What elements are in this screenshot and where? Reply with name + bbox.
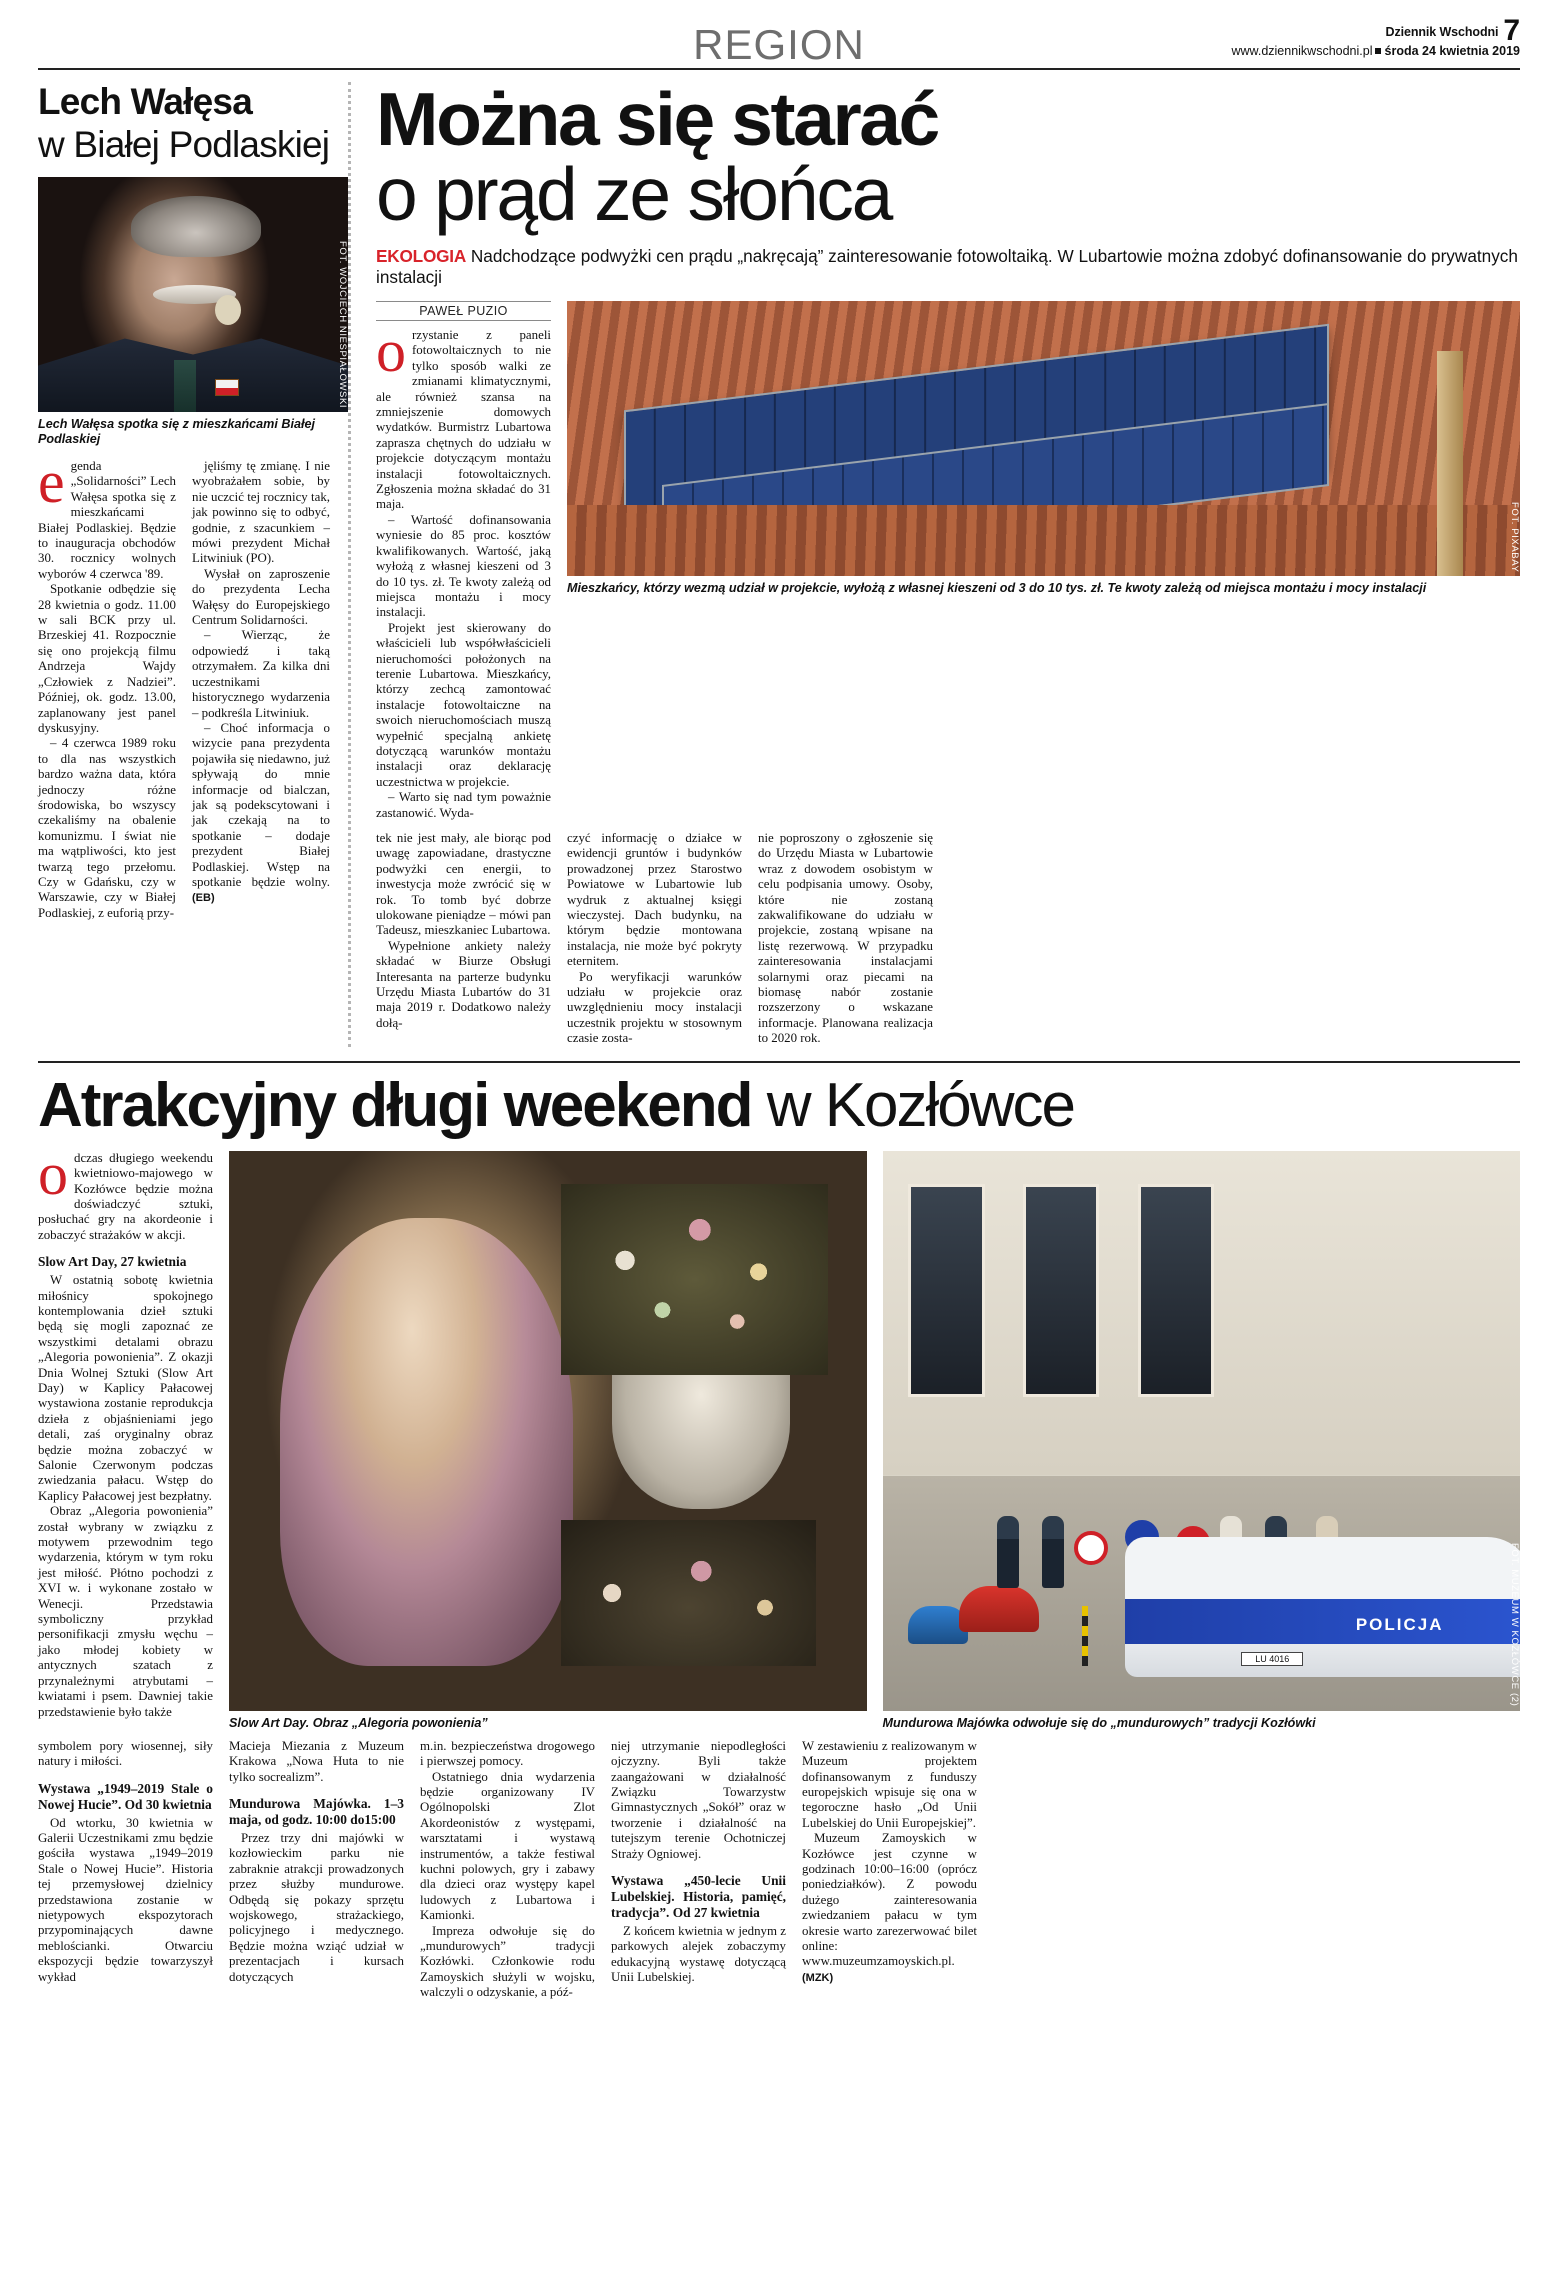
walesa-photo bbox=[38, 177, 348, 412]
website-date-row bbox=[1231, 44, 1520, 58]
left-paragraph bbox=[192, 721, 330, 907]
photo-tie-detail bbox=[174, 360, 196, 412]
main-headline-line1: Można się starać bbox=[376, 77, 938, 161]
main-bottom-columns bbox=[376, 831, 1520, 1047]
left-article-signature: (EB) bbox=[192, 892, 215, 905]
photo-toy-car-detail bbox=[959, 1586, 1039, 1632]
photo-person-detail bbox=[997, 1516, 1019, 1588]
left-paragraph: egenda „Solidarności” Lech Wałęsa spotka się z mieszkańcami Białej Podlaskiej. Będzie to inauguracja obchodów 30. rocznicy wolnych wyborów 4 czerwca '89. bbox=[38, 449, 176, 581]
painting-photo bbox=[229, 1151, 867, 1711]
photo-road-sign-detail bbox=[1074, 1531, 1108, 1565]
bottom-paragraph-text: Muzeum Zamoyskich w Kozłówce jest czynne w godzinach 10:00–16:00 (oprócz poniedziałków). Z powodu dużego zainteresowania zwiedzaniem pałacu w tym okresie warto zarezerwować bilet online: www.muzeumzamoyskich.pl. bbox=[802, 1831, 977, 1969]
photo-lower-roof-detail bbox=[567, 505, 1520, 577]
section-divider-rule bbox=[38, 1061, 1520, 1063]
photo-credit: FOT. WOJCIECH NIESPIAŁOWSKI bbox=[337, 240, 348, 408]
main-col1-body bbox=[376, 318, 551, 821]
left-paragraph-text: – Choć informacja o wizycie pana prezydenta pojawiła się niedawno, już spływają do mnie informacje od bialczan, jak są podekscytowani i jak czekają na to spotkanie – dodaje prezydent Białej Podlaskiej. Wstęp na spotkanie będzie wolny. bbox=[192, 720, 330, 889]
main-col-2 bbox=[376, 831, 551, 1047]
painting-photo-block bbox=[229, 1151, 867, 1731]
main-paragraph: orzystanie z paneli fotowoltaicznych to nie tylko sposób walki ze zmianami klimatycznymi, ale również szansa na zmniejszenie domowych wydatków. Burmistrz Lubartowa zaprasza chętnych do udziału w projekcie dotyczącym montażu instalacji fotowoltaicznych. Zgłoszenia można składać do 31 maja. bbox=[376, 318, 551, 512]
main-headline-line2: o prąd ze słońca bbox=[376, 152, 892, 236]
bottom-col-6 bbox=[802, 1739, 977, 2001]
paper-name: Dziennik Wschodni bbox=[1385, 25, 1499, 39]
website-url[interactable]: www.dziennikwschodni.pl bbox=[1231, 44, 1373, 58]
solar-photo-caption: Mieszkańcy, którzy wezmą udział w projekcie, wyłożą z własnej kieszeni od 3 do 10 tys. zł. Te kwoty zależą od miejsca montażu i mocy instalacji bbox=[567, 581, 1427, 595]
photo-window-detail bbox=[1138, 1184, 1215, 1397]
main-paragraph: Wypełnione ankiety należy składać w Biurze Obsługi Interesanta na parterze budynku Urzędu Miasta Lubartów do 31 maja 2019 r. Dodatkowo należy dołą- bbox=[376, 938, 551, 1030]
issue-date: środa 24 kwietnia 2019 bbox=[1384, 44, 1520, 58]
lede-kicker: EKOLOGIA bbox=[376, 246, 467, 266]
left-headline-line2: w Białej Podlaskiej bbox=[38, 124, 330, 165]
bottom-paragraph: Impreza odwołuje się do „mundurowych” tradycji Kozłówki. Członkowie rodu Zamoyskich służyli w wojsku, walczyli o odzyskanie, a póź- bbox=[420, 1923, 595, 2000]
bottom-paragraph: W zestawieniu z realizowanym w Muzeum projektem dofinansowanym z funduszy europejskich wpisuje się ona w tegoroczne hasło „Od Unii Lubelskiej do Unii Europejskiej”. bbox=[802, 1738, 977, 1830]
bottom-col-3 bbox=[229, 1739, 404, 2001]
main-paragraph: Projekt jest skierowany do właścicieli lub współwłaścicieli nieruchomości położonych na terenie Lubartowa. Mieszkańcy, którzy zechcą zamontować instalacje fotowoltaiczne na swoich nieruchomościach muszą wypełnić specjalną ankietę dotyczącą warunków montażu instalacji oraz deklarację uczestnictwa w projekcie. bbox=[376, 620, 551, 789]
paper-name-row bbox=[1231, 14, 1520, 47]
solar-photo-credit: FOT. PIXABAY bbox=[1509, 501, 1520, 572]
bottom-subheading: Wystawa „1949–2019 Stale o Nowej Hucie”. Od 30 kwietnia bbox=[38, 1780, 213, 1812]
left-paragraph: jęliśmy tę zmianę. I nie wyobrażałem sobie, by nie uczcić tej rocznicy tak, jak powinno się to odbyć, godnie, z szacunkiem – mówi prezydent Michał Litwiniuk (PO). bbox=[192, 459, 330, 566]
bottom-subheading: Mundurowa Majówka. 1–3 maja, od godz. 10:00 do15:00 bbox=[229, 1795, 404, 1827]
separator-square-icon bbox=[1375, 48, 1381, 54]
left-article bbox=[38, 82, 348, 1047]
main-paragraph: – Warto się nad tym poważnie zastanowić. Wyda- bbox=[376, 790, 551, 820]
bottom-paragraph: Z końcem kwietnia w jednym z parkowych alejek zobaczymy edukacyjną wystawę dotyczącą Unii Lubelskiej. bbox=[611, 1923, 786, 1985]
bottom-paragraph: Od wtorku, 30 kwietnia w Galerii Uczestnikami zmu będzie gościła wystawa „1949–2019 Stale o Nowej Hucie”. Historia tej przemysłowej dzielnicy przedstawiona zostanie w nietypowych ekspozytorach przypominających dawne meblościanki. Otwarciu ekspozycji będzie towarzyszył wykład bbox=[38, 1815, 213, 1984]
main-col-3 bbox=[567, 831, 742, 1047]
bottom-paragraph: Przez trzy dni majówki w kozłowieckim parku nie zabraknie atrakcji prowadzonych przez służby mundurowe. Odbędą się pokazy sprzętu wojskowego, strażackiego, policyjnego i medycznego. Będzie można wziąć udział w prezentacjach i kursach dotyczących bbox=[229, 1830, 404, 1984]
painting-figure-detail bbox=[280, 1218, 573, 1666]
kozlowka-photo-block bbox=[883, 1151, 1521, 1731]
main-paragraph: nie poproszony o zgłoszenie się do Urzędu Miasta w Lubartowie wraz z dowodem osobistym w celu podpisania umowy. Osoby, które nie zostaną zakwalifikowane do udziału w projekcie, zostaną wpisane na listę rezerwową. W przypadku zainteresowania instalacjami solarnymi oraz piecami na biomasę nabór zostanie rozszerzony o wskazane informacje. Planowana realizacja to 2020 rok. bbox=[758, 831, 933, 1046]
main-col-1 bbox=[376, 301, 551, 821]
bottom-col-2 bbox=[38, 1739, 213, 2001]
bottom-headline-bold: Atrakcyjny długi weekend bbox=[38, 1070, 752, 1140]
bottom-paragraph: Ostatniego dnia wydarzenia będzie organizowany IV Ogólnopolski Zlot Akordeonistów z występami, warsztatami i wystawą instrumentów, a także festiwal kuchni polowych, gry i zabawy dla dzieci oraz występy kapel ludowych z Lubartowa i Kamionki. bbox=[420, 1769, 595, 1923]
bottom-paragraph: Obraz „Alegoria powonienia” został wybrany w związku z motywem przewodnim tego wydarzenia, którym w tym roku jest miłość. Płótno pochodzi z XVI w. i wykonane zostało w Wenecji. Przedstawia symboliczny przykład personifikacji zmysłu węchu – jako młodej kobiety w antycznych szatach z przynależnymi atrybutami – kwiatami i psem. Dawniej takie przedstawienie było także bbox=[38, 1504, 213, 1719]
bottom-headline-light: w Kozłówce bbox=[751, 1070, 1075, 1140]
bottom-paragraph: Macieja Miezania z Muzeum Krakowa „Nowa Huta to nie tylko socrealizm”. bbox=[229, 1738, 404, 1784]
masthead bbox=[38, 0, 1520, 68]
top-zone bbox=[38, 77, 1520, 1047]
bottom-paragraph: niej utrzymanie niepodległości ojczyzny. Byli także zaangażowani w działalność Związku Towarzystw Gimnastycznych „Sokół” oraz w tworzenie i działalność na tutejszym terenie Ochotniczej Straży Ogniowej. bbox=[611, 1738, 786, 1861]
main-paragraph: Po weryfikacji warunków udziału w projekcie oraz uwzględnieniu mocy instalacji uczestnik projektu w stosownym czasie zosta- bbox=[567, 969, 742, 1046]
left-headline-line1: Lech Wałęsa bbox=[38, 81, 252, 122]
bottom-article bbox=[38, 1070, 1520, 2001]
section-title: REGION bbox=[693, 21, 865, 68]
solar-roof-photo bbox=[567, 301, 1520, 576]
photo-window-detail bbox=[908, 1184, 985, 1397]
bottom-subheading: Wystawa „450-lecie Unii Lubelskiej. Historia, pamięć, tradycja”. Od 27 kwietnia bbox=[611, 1872, 786, 1920]
bottom-col-5 bbox=[611, 1739, 786, 2001]
walesa-photo-caption: Lech Wałęsa spotka się z mieszkańcami Białej Podlaskiej bbox=[38, 417, 315, 446]
masthead-rule bbox=[38, 68, 1520, 70]
column-divider bbox=[348, 82, 360, 1047]
main-photo-block bbox=[567, 301, 1520, 821]
bottom-col-4 bbox=[420, 1739, 595, 2001]
left-paragraph: Spotkanie odbędzie się 28 kwietnia o godz. 11.00 w sali BCK przy ul. Brzeskiej 41. Rozpocznie się ono projekcją filmu Andrzeja Wajdy „Człowiek z Nadziei”. Później, ok. godz. 13.00, zaplanowany jest panel dyskusyjny. bbox=[38, 582, 176, 735]
photo-license-plate-detail: LU 4016 bbox=[1241, 1652, 1303, 1666]
author-byline: PAWEŁ PUZIO bbox=[376, 301, 551, 321]
photo-police-label-detail: POLICJA bbox=[1355, 1615, 1444, 1635]
painting-flowers-lower-detail bbox=[561, 1520, 816, 1666]
photo-microphone-detail bbox=[215, 295, 241, 325]
bottom-paragraph: odczas długiego weekendu kwietniowo-majowego w Kozłówce będzie można doświadczyć sztuki, posłuchać gry na akordeonie i zobaczyć strażaków w akcji. bbox=[38, 1140, 213, 1242]
bottom-paragraph: symbolem pory wiosennej, siły natury i miłości. bbox=[38, 1738, 213, 1769]
photo-badge-detail bbox=[215, 379, 239, 396]
left-article-body bbox=[38, 449, 330, 921]
photo-hair-detail bbox=[131, 196, 261, 257]
main-paragraph: czyć informację o działce w ewidencji gruntów i budynków prowadzonej przez Starostwo Powiatowe w Lubartowie lub wydruk z aktualnej księgi wieczystej. Dach budynku, na którym będzie montowana instalacja, nie może być pokryty eternitem. bbox=[567, 831, 742, 969]
left-paragraph: Wysłał on zaproszenie do prezydenta Lecha Wałęsy do Europejskiego Centrum Solidarności. bbox=[192, 566, 330, 628]
bottom-text-columns bbox=[38, 1739, 1520, 2001]
main-lede bbox=[376, 246, 1520, 287]
kozlowka-photo-credit: FOT. MUZEUM W KOZŁÓWCE (2) bbox=[1509, 1543, 1520, 1707]
main-top-row bbox=[376, 301, 1520, 821]
photo-police-stripe-detail bbox=[1125, 1599, 1520, 1644]
main-paragraph: – Wartość dofinansowania wyniesie do 85 proc. kosztów kwalifikowanych. Wartość, jaką wyłożą z własnej kieszeni od 3 do 10 tys. zł. Te kwoty zależą od miejsca montażu i mocy instalacji. bbox=[376, 512, 551, 620]
painting-flowers-detail bbox=[561, 1184, 829, 1374]
masthead-info bbox=[1231, 14, 1520, 58]
bottom-col-1 bbox=[38, 1140, 213, 1731]
bottom-paragraph: W ostatnią sobotę kwietnia miłośnicy spokojnego kontemplowania dzieł sztuki będą się mogli zapoznać ze wszystkimi detalami obrazu „Alegoria powonienia”. Z okazji Dnia Wolnej Sztuki (Slow Art Day) w Kaplicy Pałacowej wystawiona zostanie reprodukcja dzieła z objaśnieniami jego detali, zaś oryginalny obraz będzie można zobaczyć w Salonie Czerwonym podczas zwiedzania pałacu. Wstęp do Kaplicy Pałacowej jest bezpłatny. bbox=[38, 1273, 213, 1503]
bottom-paragraph: m.in. bezpieczeństwa drogowego i pierwszej pomocy. bbox=[420, 1738, 595, 1769]
kozlowka-caption: Mundurowa Majówka odwołuje się do „mundurowych” tradycji Kozłówki bbox=[882, 1715, 1316, 1730]
main-paragraph: tek nie jest mały, ale biorąc pod uwagę zapowiadane, drastyczne podwyżki cen energii, to inwestycja może zwrócić się w rok. To tomb być dobrze ulokowane pieniądze – mówi pan Tadeusz, mieszkaniec Lubartowa. bbox=[376, 831, 551, 938]
left-paragraph: – 4 czerwca 1989 roku to dla nas wszystkich bardzo ważna data, która jednoczy różne środowiska, bo wszyscy czekaliśmy na obalenie komunizmu. I świat nie ma wątpliwości, kto jest twarzą tego przełomu. Czy w Gdańsku, czy w Warszawie, czy w Białej Podlaskiej, z euforią przy- bbox=[38, 736, 176, 920]
bottom-headline bbox=[38, 1070, 1520, 1140]
bottom-subheading: Slow Art Day, 27 kwietnia bbox=[38, 1254, 187, 1270]
photo-window-detail bbox=[1023, 1184, 1100, 1397]
bottom-media-row bbox=[38, 1140, 1520, 1731]
page-number: 7 bbox=[1503, 14, 1520, 47]
bottom-col1-body bbox=[38, 1140, 213, 1720]
main-article bbox=[360, 77, 1520, 1047]
photo-wooden-post-detail bbox=[1437, 351, 1463, 577]
kozlowka-photo bbox=[883, 1151, 1521, 1711]
main-col-4 bbox=[758, 831, 933, 1047]
lede-text: Nadchodzące podwyżki cen prądu „nakręcają” zainteresowanie fotowoltaiką. W Lubartowie można zdobyć dofinansowanie do prywatnych instalacji bbox=[376, 246, 1518, 287]
left-paragraph: – Wierząc, że odpowiedź i taką otrzymałem. Za kilka dni uczestnikami historycznego wydarzenia – podkreśla Litwiniuk. bbox=[192, 628, 330, 720]
bottom-article-signature: (MZK) bbox=[802, 1971, 834, 1984]
photo-person-detail bbox=[1042, 1516, 1064, 1588]
painting-caption: Slow Art Day. Obraz „Alegoria powonienia” bbox=[229, 1715, 488, 1730]
bottom-paragraph bbox=[802, 1831, 977, 1986]
photo-sign-pole-detail bbox=[1082, 1606, 1088, 1666]
